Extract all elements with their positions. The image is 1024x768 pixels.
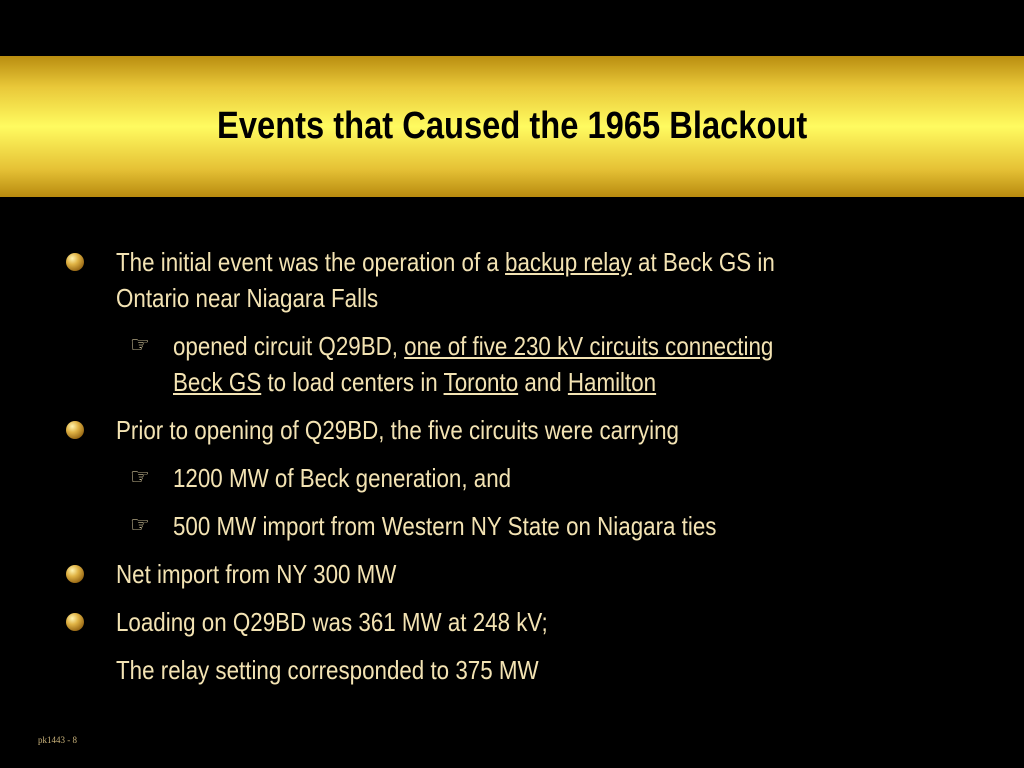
text-segment: at Beck GS in <box>631 247 775 277</box>
bullet-text: Net import from NY 300 MW <box>116 559 397 589</box>
sub-bullet-item <box>60 328 940 400</box>
circuits-link[interactable]: one of five 230 kV circuits connecting <box>404 331 774 361</box>
bullet-item <box>60 604 940 640</box>
bullet-text: Prior to opening of Q29BD, the five circuits were carrying <box>116 415 679 445</box>
hamilton-link[interactable]: Hamilton <box>567 367 657 397</box>
sub-bullet-text <box>173 328 773 400</box>
sub-bullet-text: 500 MW import from Western NY State on Niagara ties <box>173 511 717 541</box>
bullet-item <box>60 412 940 448</box>
bullet-text: Loading on Q29BD was 361 MW at 248 kV; <box>116 607 548 637</box>
sub-bullet-item <box>60 460 940 496</box>
title-band <box>0 56 1024 197</box>
text-segment: Ontario near Niagara Falls <box>116 283 379 313</box>
text-segment: and <box>518 367 568 397</box>
beck-gs-link[interactable]: Beck GS <box>173 367 262 397</box>
slide-content <box>60 244 940 688</box>
slide-footer: pk1443 - 8 <box>38 735 77 745</box>
text-segment: to load centers in <box>261 367 444 397</box>
continuation-line <box>60 652 940 688</box>
gold-ball-bullet-icon <box>66 565 84 583</box>
bullet-text <box>116 244 775 316</box>
toronto-link[interactable]: Toronto <box>443 367 519 397</box>
bullet-item <box>60 556 940 592</box>
backup-relay-link[interactable]: backup relay <box>505 247 632 277</box>
gold-ball-bullet-icon <box>66 421 84 439</box>
gold-ball-bullet-icon <box>66 253 84 271</box>
pointing-hand-icon: ☞ <box>130 332 150 357</box>
gold-ball-bullet-icon <box>66 613 84 631</box>
text-segment: opened circuit Q29BD, <box>173 331 405 361</box>
bullet-item <box>60 244 940 316</box>
sub-bullet-text: 1200 MW of Beck generation, and <box>173 463 512 493</box>
sub-bullet-item <box>60 508 940 544</box>
pointing-hand-icon: ☞ <box>130 512 150 537</box>
pointing-hand-icon: ☞ <box>130 464 150 489</box>
slide-title: Events that Caused the 1965 Blackout <box>216 105 808 147</box>
text-segment: The initial event was the operation of a <box>116 247 506 277</box>
continuation-text: The relay setting corresponded to 375 MW <box>116 655 539 685</box>
